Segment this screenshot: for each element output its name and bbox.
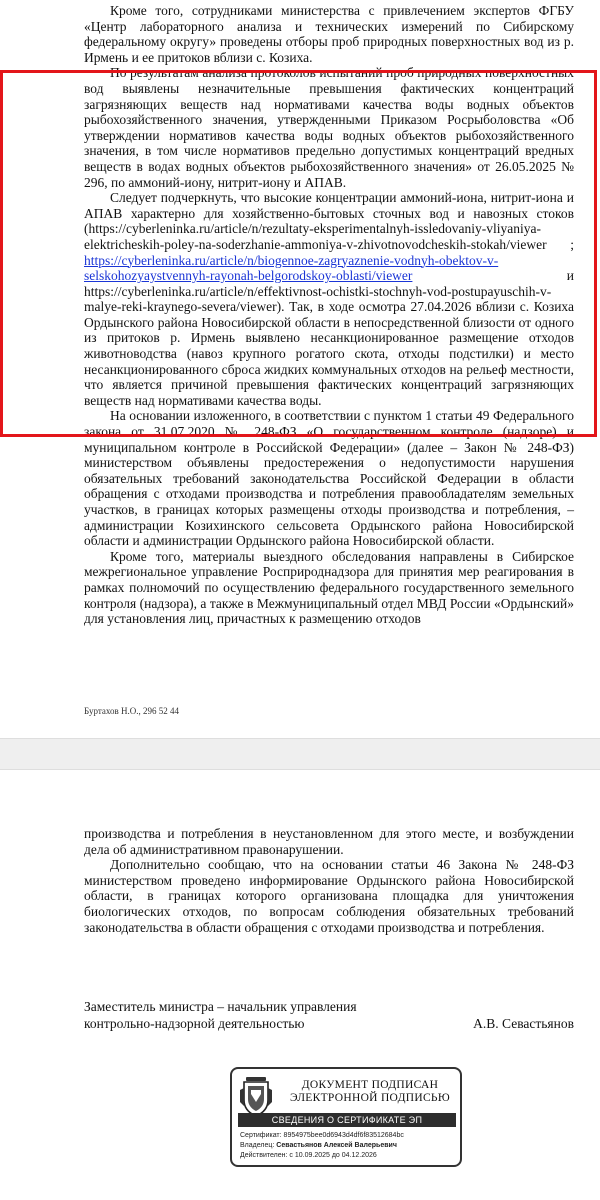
stamp-owner-row <box>240 1141 404 1151</box>
signer-title-line-1: Заместитель министра – начальник управления <box>84 999 357 1014</box>
page-separator <box>0 738 600 770</box>
sources-text-before: Следует подчеркнуть, что высокие концентрации аммоний-иона, нитрит-иона и АПАВ характерно для хозяйственно-бытовых сточных вод и навозных стоков (https://cyberleninka.ru/article/n/rezultaty-eksperimentalnyh-issledovaniy-vliyaniya-elektricheskih-poley-na-soderzhanie-ammoniya-v-zhivotnovodcheskih-stokah/viewer ; <box>84 190 574 252</box>
signer-name: А.В. Севастьянов <box>473 1016 574 1031</box>
paragraph-basis: На основании изложенного, в соответствии с пунктом 1 статьи 49 Федерального закона от 31.07.2020 № 248-ФЗ «О государственном контроле (надзоре) и муниципальном контроле в Российской Федерации» (далее – Закон № 248-ФЗ) министерством объявлены предостережения о недопустимости нарушения обязательных требований законодательства Российской Федерации в области обращения с отходами производства и потребления правообладателям земельных участков, в границах которых размещены отходы производства и потребления, – администрации Козихинского сельсовета Ордынского района Новосибирской области и администрации Ордынского района Новосибирской области. <box>84 408 574 549</box>
paragraph-additional: Дополнительно сообщаю, что на основании статьи 46 Закона № 248-ФЗ министерством проведено информирование Ордынского района Новосибирской области, в границах которого организована площадка для уничтожения биологических отходов, по вопросам соблюдения обязательных требований законодательства в области обращения с отходами производства и потребления. <box>84 857 574 935</box>
document-page-2 <box>0 770 600 1200</box>
belgorod-article-link[interactable]: https://cyberleninka.ru/article/n/biogennoe-zagryaznenie-vodnyh-obektov-v-selskohozyaystvennyh-rayonah-belgorodskoy-oblasti/viewer <box>84 252 499 284</box>
stamp-line-2: ЭЛЕКТРОННОЙ ПОДПИСЬЮ <box>290 1092 450 1104</box>
stamp-certificate-bar: СВЕДЕНИЯ О СЕРТИФИКАТЕ ЭП <box>238 1113 456 1127</box>
signer-title-line-2: контрольно-надзорной деятельностью <box>84 1016 305 1031</box>
stamp-valid-row <box>240 1151 404 1161</box>
paragraph-continuation: производства и потребления в неустановленном для этого месте, и возбуждении дела об административном правонарушении. <box>84 826 574 857</box>
document-body-page-2 <box>84 826 574 935</box>
valid-value: с 10.09.2025 до 04.12.2026 <box>289 1152 377 1159</box>
cert-value: 8954975bee0d6943d4df6f83512684bc <box>283 1132 404 1139</box>
paragraph-intro: Кроме того, сотрудниками министерства с привлечением экспертов ФГБУ «Центр лабораторного анализа и технических измерений по Сибирскому федеральному округу» проведены отборы проб природных поверхностных вод из р. Ирмень и ее притоков вблизи с. Козиха. <box>84 3 574 65</box>
stamp-certificate-details <box>240 1131 404 1161</box>
valid-label: Действителен: <box>240 1152 288 1159</box>
electronic-signature-stamp <box>230 1067 462 1167</box>
paragraph-materials: Кроме того, материалы выездного обследования направлены в Сибирское межрегиональное управление Росприроднадзора для принятия мер реагирования в рамках полномочий по осуществлению федерального государственного земельного контроля (надзора), а также в Межмуниципальный отдел МВД России «Ордынский» для установления лиц, причастных к размещению отходов <box>84 548 574 627</box>
stamp-line-1: ДОКУМЕНТ ПОДПИСАН <box>301 1079 439 1091</box>
signature-block <box>84 998 574 1032</box>
owner-label: Владелец: <box>240 1142 275 1149</box>
document-body-page-1 <box>84 3 574 627</box>
owner-value: Севастьянов Алексей Валерьевич <box>276 1142 397 1149</box>
coat-of-arms-icon <box>238 1076 274 1118</box>
cert-label: Сертификат: <box>240 1132 282 1139</box>
paragraph-sources <box>84 190 574 408</box>
stamp-cert-row <box>240 1131 404 1141</box>
stamp-heading <box>280 1079 460 1105</box>
paragraph-results: По результатам анализа протоколов испытаний проб природных поверхностных вод выявлены незначительные превышения фактических концентраций загрязняющих веществ над нормативами качества воды водных объектов рыбохозяйственного значения, утвержденными Приказом Росрыболовства «Об утверждении нормативов качества воды водных объектов рыбохозяйственного значения, в том числе нормативов предельно допустимых концентраций вредных веществ в водах водных объектов рыбохозяйственного значения» от 26.05.2025 № 296, по аммоний-иону, нитрит-иону и АПАВ. <box>84 65 574 190</box>
contact-person: Буртахов Н.О., 296 52 44 <box>84 706 180 716</box>
sources-text-after: и https://cyberleninka.ru/article/n/effektivnost-ochistki-stochnyh-vod-postupayuschih-v-malye-reki-kraynego-severa/viewer). Так, в ходе осмотра 27.04.2026 вблизи с. Козиха Ордынского района Новосибирской области в непосредственной близости от одного из притоков р. Ирмень выявлено несанкционированное размещение отходов животноводства (навоз крупного рогатого скота, отходы подстилки) и место несанкционированного сброса жидких коммунальных отходов на рельеф местности, что является причиной превышения фактических концентраций загрязняющих веществ над нормативами качества воды. <box>84 268 574 408</box>
